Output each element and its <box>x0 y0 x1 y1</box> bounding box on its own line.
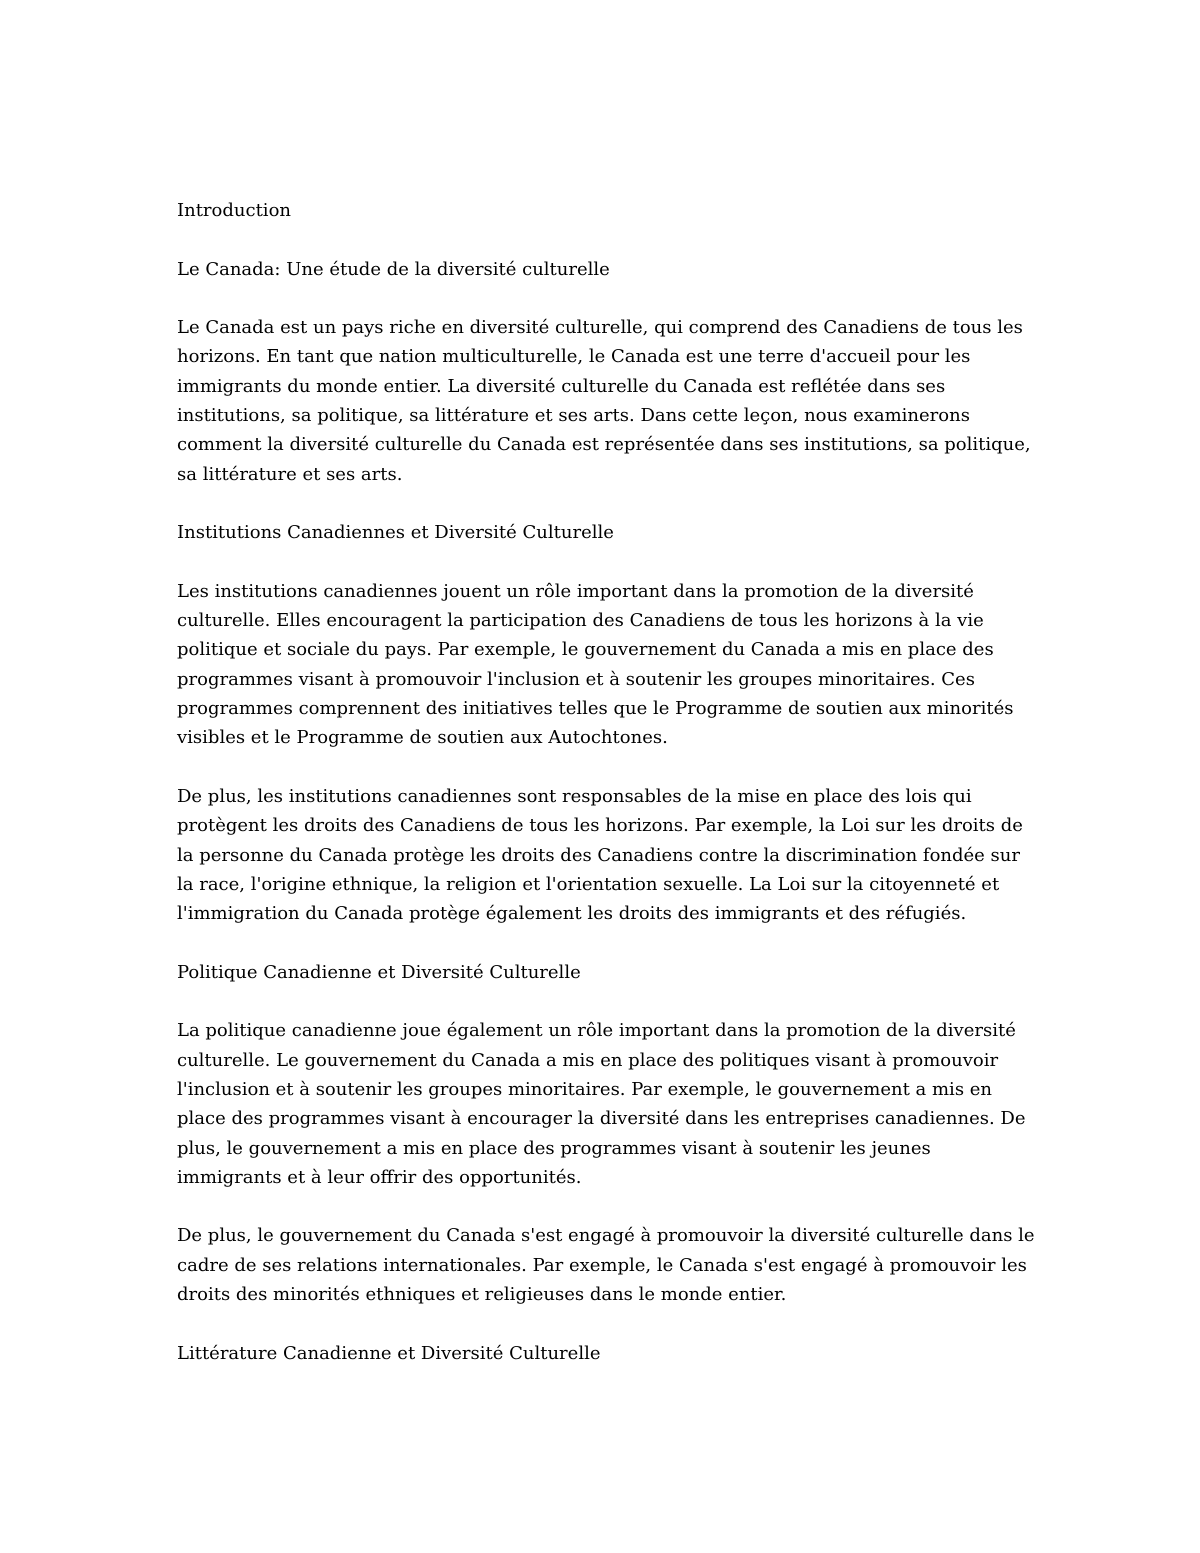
paragraph-politique-1: La politique canadienne joue également un rôle important dans la promotion de la diversité culturelle. Le gouvernement du Canada a mis en place des politiques visant à promouvoir l'inclusion et à soutenir les groupes minoritaires. Par exemple, le gouvernement a mis en place des programmes visant à encourager la diversité dans les entreprises canadiennes. De plus, le gouvernement a mis en place des programmes visant à soutenir les jeunes immigrants et à leur offrir des opportunités. <box>177 1020 1026 1188</box>
section-heading-institutions: Institutions Canadiennes et Diversité Culturelle <box>177 522 614 544</box>
paragraph-institutions-1: Les institutions canadiennes jouent un rôle important dans la promotion de la diversité culturelle. Elles encouragent la participation des Canadiens de tous les horizons à la vie politique et sociale du pays. Par exemple, le gouvernement du Canada a mis en place des programmes visant à promouvoir l'inclusion et à soutenir les groupes minoritaires. Ces programmes comprennent des initiatives telles que le Programme de soutien aux minorités visibles et le Programme de soutien aux Autochtones. <box>177 580 1014 749</box>
spacer <box>177 284 1037 313</box>
spacer <box>177 1192 1037 1221</box>
paragraph-institutions-2: De plus, les institutions canadiennes sont responsables de la mise en place des lois qui protègent les droits des Canadiens de tous les horizons. Par exemple, la Loi sur les droits de la personne du Canada protège les droits des Canadiens contre la discrimination fondée sur la race, l'origine ethnique, la religion et l'orientation sexuelle. La Loi sur la citoyenneté et l'immigration du Canada protège également les droits des immigrants et des réfugiés. <box>177 785 1023 925</box>
section-heading-politique: Politique Canadienne et Diversité Culturelle <box>177 961 581 983</box>
intro-paragraph: Le Canada est un pays riche en diversité culturelle, qui comprend des Canadiens de tous les horizons. En tant que nation multiculturelle, le Canada est une terre d'accueil pour les immigrants du monde entier. La diversité culturelle du Canada est reflétée dans ses institutions, sa politique, sa littérature et ses arts. Dans cette leçon, nous examinerons comment la diversité culturelle du Canada est représentée dans ses institutions, sa politique, sa littérature et ses arts. <box>177 317 1031 485</box>
document-heading: Introduction <box>177 200 291 221</box>
paragraph-politique-2: De plus, le gouvernement du Canada s'est engagé à promouvoir la diversité culturelle dans le cadre de ses relations internationales. Par exemple, le Canada s'est engagé à promouvoir les droits des minorités ethniques et religieuses dans le monde entier. <box>177 1225 1035 1305</box>
spacer <box>177 753 1037 782</box>
spacer <box>177 548 1037 577</box>
spacer <box>177 225 1037 254</box>
spacer <box>177 928 1037 957</box>
spacer <box>177 489 1037 518</box>
spacer <box>177 1309 1037 1338</box>
section-heading-litterature: Littérature Canadienne et Diversité Culturelle <box>177 1342 601 1364</box>
spacer <box>177 987 1037 1016</box>
document-content <box>177 196 1037 1368</box>
document-title: Le Canada: Une étude de la diversité culturelle <box>177 258 610 280</box>
